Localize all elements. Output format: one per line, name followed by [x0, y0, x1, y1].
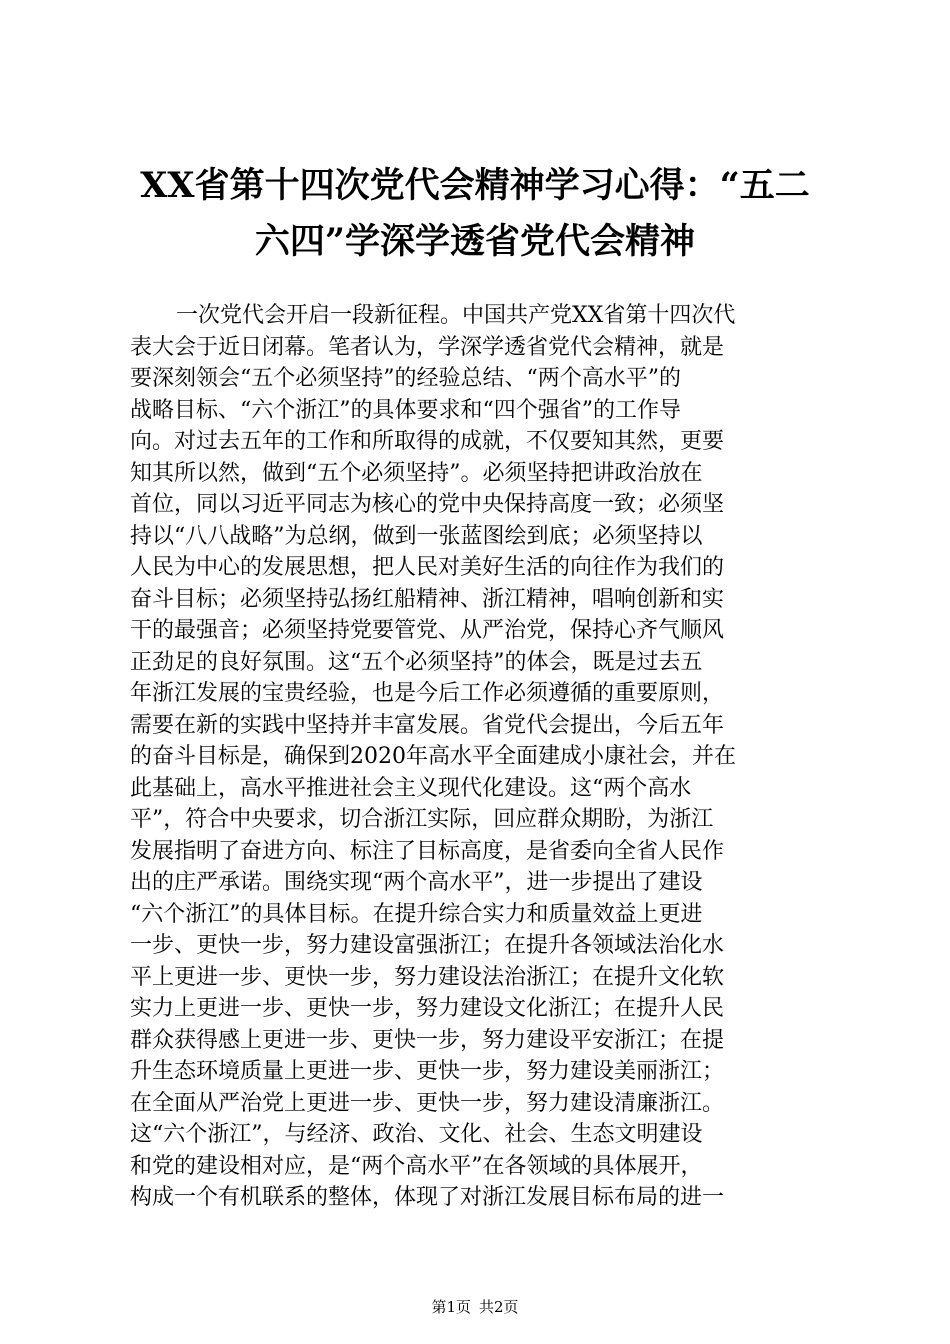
document-title — [130, 158, 820, 270]
body-line: 要深刻领会“五个必须坚持”的经验总结、“两个高水平”的 — [130, 366, 681, 391]
body-line: 正劲足的良好氛围。这“五个必须坚持”的体会，既是过去五 — [130, 649, 703, 675]
body-line: 干的最强音；必须坚持党要管党、从严治党，保持心齐气顺风 — [130, 618, 725, 643]
body-line: 持以“八八战略”为总纲，做到一张蓝图绘到底；必须坚持以 — [130, 523, 703, 549]
body-line: 实力上更进一步、更快一步，努力建设文化浙江；在提升人民 — [130, 996, 725, 1021]
title-line-2: 六四”学深学透省党代会精神 — [254, 221, 696, 262]
body-paragraph — [130, 300, 830, 1214]
body-line: 群众获得感上更进一步、更快一步，努力建设平安浙江；在提 — [130, 1027, 725, 1053]
body-line: 表大会于近日闭幕。笔者认为，学深学透省党代会精神，就是 — [130, 334, 725, 360]
page-number: 第1页 — [431, 1298, 471, 1316]
body-line: 出的庄严承诺。围绕实现“两个高水平”，进一步提出了建设 — [130, 870, 703, 895]
body-line: 年浙江发展的宝贵经验，也是今后工作必须遵循的重要原则， — [130, 681, 725, 706]
body-line: 和党的建设相对应，是“两个高水平”在各领域的具体展开， — [130, 1153, 703, 1179]
body-line: 构成一个有机联系的整体，体现了对浙江发展目标布局的进一 — [130, 1185, 725, 1210]
body-line: 人民为中心的发展思想，把人民对美好生活的向往作为我们的 — [130, 555, 725, 580]
body-line: 首位，同以习近平同志为核心的党中央保持高度一致；必须坚 — [130, 492, 725, 517]
body-line: 一步、更快一步，努力建设富强浙江；在提升各领域法治化水 — [130, 933, 725, 958]
title-line-1: XX省第十四次党代会精神学习心得：“五二 — [140, 165, 810, 206]
body-line: 在全面从严治党上更进一步、更快一步，努力建设清廉浙江。 — [130, 1090, 725, 1116]
body-line: 升生态环境质量上更进一步、更快一步，努力建设美丽浙江； — [130, 1059, 725, 1084]
body-line: 发展指明了奋进方向、标注了目标高度，是省委向全省人民作 — [130, 838, 725, 864]
body-line: “六个浙江”的具体目标。在提升综合实力和质量效益上更进 — [130, 901, 703, 927]
body-line: 一次党代会开启一段新征程。中国共产党XX省第十四次代 — [176, 303, 736, 328]
body-line: 的奋斗目标是，确保到2020年高水平全面建成小康社会，并在 — [130, 744, 736, 769]
body-line: 知其所以然，做到“五个必须坚持”。必须坚持把讲政治放在 — [130, 460, 703, 486]
body-line: 奋斗目标；必须坚持弘扬红船精神、浙江精神，唱响创新和实 — [130, 586, 725, 612]
body-line: 战略目标、“六个浙江”的具体要求和“四个强省”的工作导 — [130, 397, 681, 423]
body-line: 向。对过去五年的工作和所取得的成就，不仅要知其然，更要 — [130, 429, 725, 454]
body-line: 平”，符合中央要求，切合浙江实际，回应群众期盼，为浙江 — [130, 807, 714, 832]
page-footer — [0, 1296, 950, 1318]
body-line: 此基础上，高水平推进社会主义现代化建设。这“两个高水 — [130, 775, 692, 801]
body-line: 平上更进一步、更快一步，努力建设法治浙江；在提升文化软 — [130, 964, 725, 990]
body-line: 这“六个浙江”，与经济、政治、文化、社会、生态文明建设 — [130, 1122, 703, 1147]
page-total: 共2页 — [479, 1298, 519, 1316]
body-line: 需要在新的实践中坚持并丰富发展。省党代会提出，今后五年 — [130, 712, 725, 738]
